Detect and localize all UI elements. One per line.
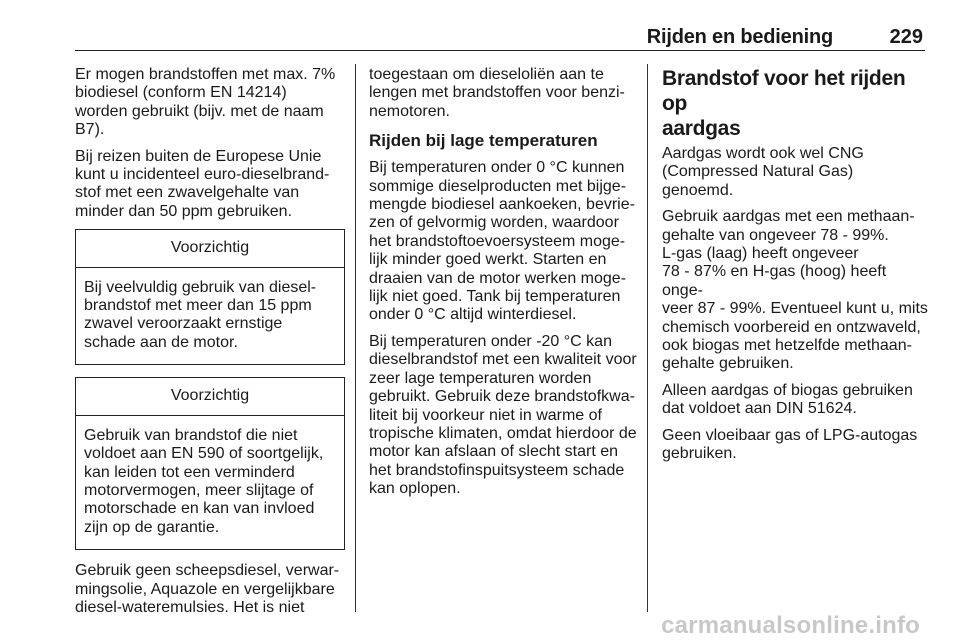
- caution-box: [75, 377, 345, 550]
- page-header: [75, 26, 925, 51]
- watermark: carmanualsonline.info: [661, 612, 920, 639]
- paragraph: toegestaan om dieseloliën aan te lengen met brandstoffen voor benzi- nemotoren.: [369, 66, 625, 120]
- caution-body: Gebruik van brandstof die niet voldoet aan EN 590 of soortgelijk, kan leiden tot een verminderd motorvermogen, meer slijtage of motorschade en kan van invloed zijn op de garantie.: [84, 426, 324, 536]
- column-1: [75, 66, 345, 625]
- paragraph: Bij reizen buiten de Europese Unie kunt u incidenteel euro-dieselbrand- stof met een zwavelgehalte van minder dan 50 ppm gebruiken.: [75, 147, 330, 220]
- page-number: 229: [889, 26, 923, 48]
- caution-body: Bij veelvuldig gebruik van diesel- brandstof met meer dan 15 ppm zwavel veroorzaakt ernstige schade aan de motor.: [84, 278, 317, 351]
- column-3: [662, 66, 930, 472]
- paragraph: Bij temperaturen onder 0 °C kunnen sommige dieselproducten met bijge- mengde biodiesel aankoeken, bevrie- zen of gelvormig worden, waardoor het brandstoftoevoersysteem moge- lijk minder goed werkt. Starten en draaien van de motor werken moge- lijk niet goed. Tank bij temperaturen onder 0 °C altijd winterdiesel.: [369, 159, 635, 324]
- section-heading: Brandstof voor het rijden op aardgas: [662, 67, 906, 140]
- caution-title: Voorzichtig: [76, 230, 344, 267]
- paragraph: Aardgas wordt ook wel CNG (Compressed Natural Gas) genoemd.: [662, 145, 864, 199]
- paragraph: Er mogen brandstoffen met max. 7% biodiesel (conform EN 14214) worden gebruikt (bijv. met de naam B7).: [75, 66, 336, 139]
- paragraph: Gebruik aardgas met een methaan- gehalte van ongeveer 78 - 99%. L-gas (laag) heeft ongeveer 78 - 87% en H-gas (hoog) heeft onge- veer 87 - 99%. Eventueel kunt u, mits chemisch voorbereid en ontzwaveld, ook biogas met hetzelfde methaan- gehalte gebruiken.: [662, 208, 928, 373]
- section-title: Rijden en bediening: [646, 26, 833, 48]
- column-2: [369, 66, 641, 507]
- column-divider-1: [355, 64, 356, 612]
- caution-box: [75, 229, 345, 365]
- paragraph: Alleen aardgas of biogas gebruiken dat voldoet aan DIN 51624.: [662, 381, 913, 418]
- paragraph: Gebruik geen scheepsdiesel, verwar- mingsolie, Aquazole en vergelijkbare diesel-wateremulsies. Het is niet: [75, 562, 340, 616]
- caution-title: Voorzichtig: [76, 378, 344, 415]
- section-heading: Rijden bij lage temperaturen: [369, 131, 598, 151]
- column-divider-2: [647, 64, 648, 612]
- paragraph: Bij temperaturen onder -20 °C kan dieselbrandstof met een kwaliteit voor zeer lage temperaturen worden gebruikt. Gebruik deze brandstofkwa- liteit bij voorkeur niet in warme of tropische klimaten, omdat hierdoor de motor kan afslaan of slecht start en het brandstofinspuitsysteem schade kan oplopen.: [369, 332, 637, 498]
- paragraph: Geen vloeibaar gas of LPG-autogas gebruiken.: [662, 426, 918, 463]
